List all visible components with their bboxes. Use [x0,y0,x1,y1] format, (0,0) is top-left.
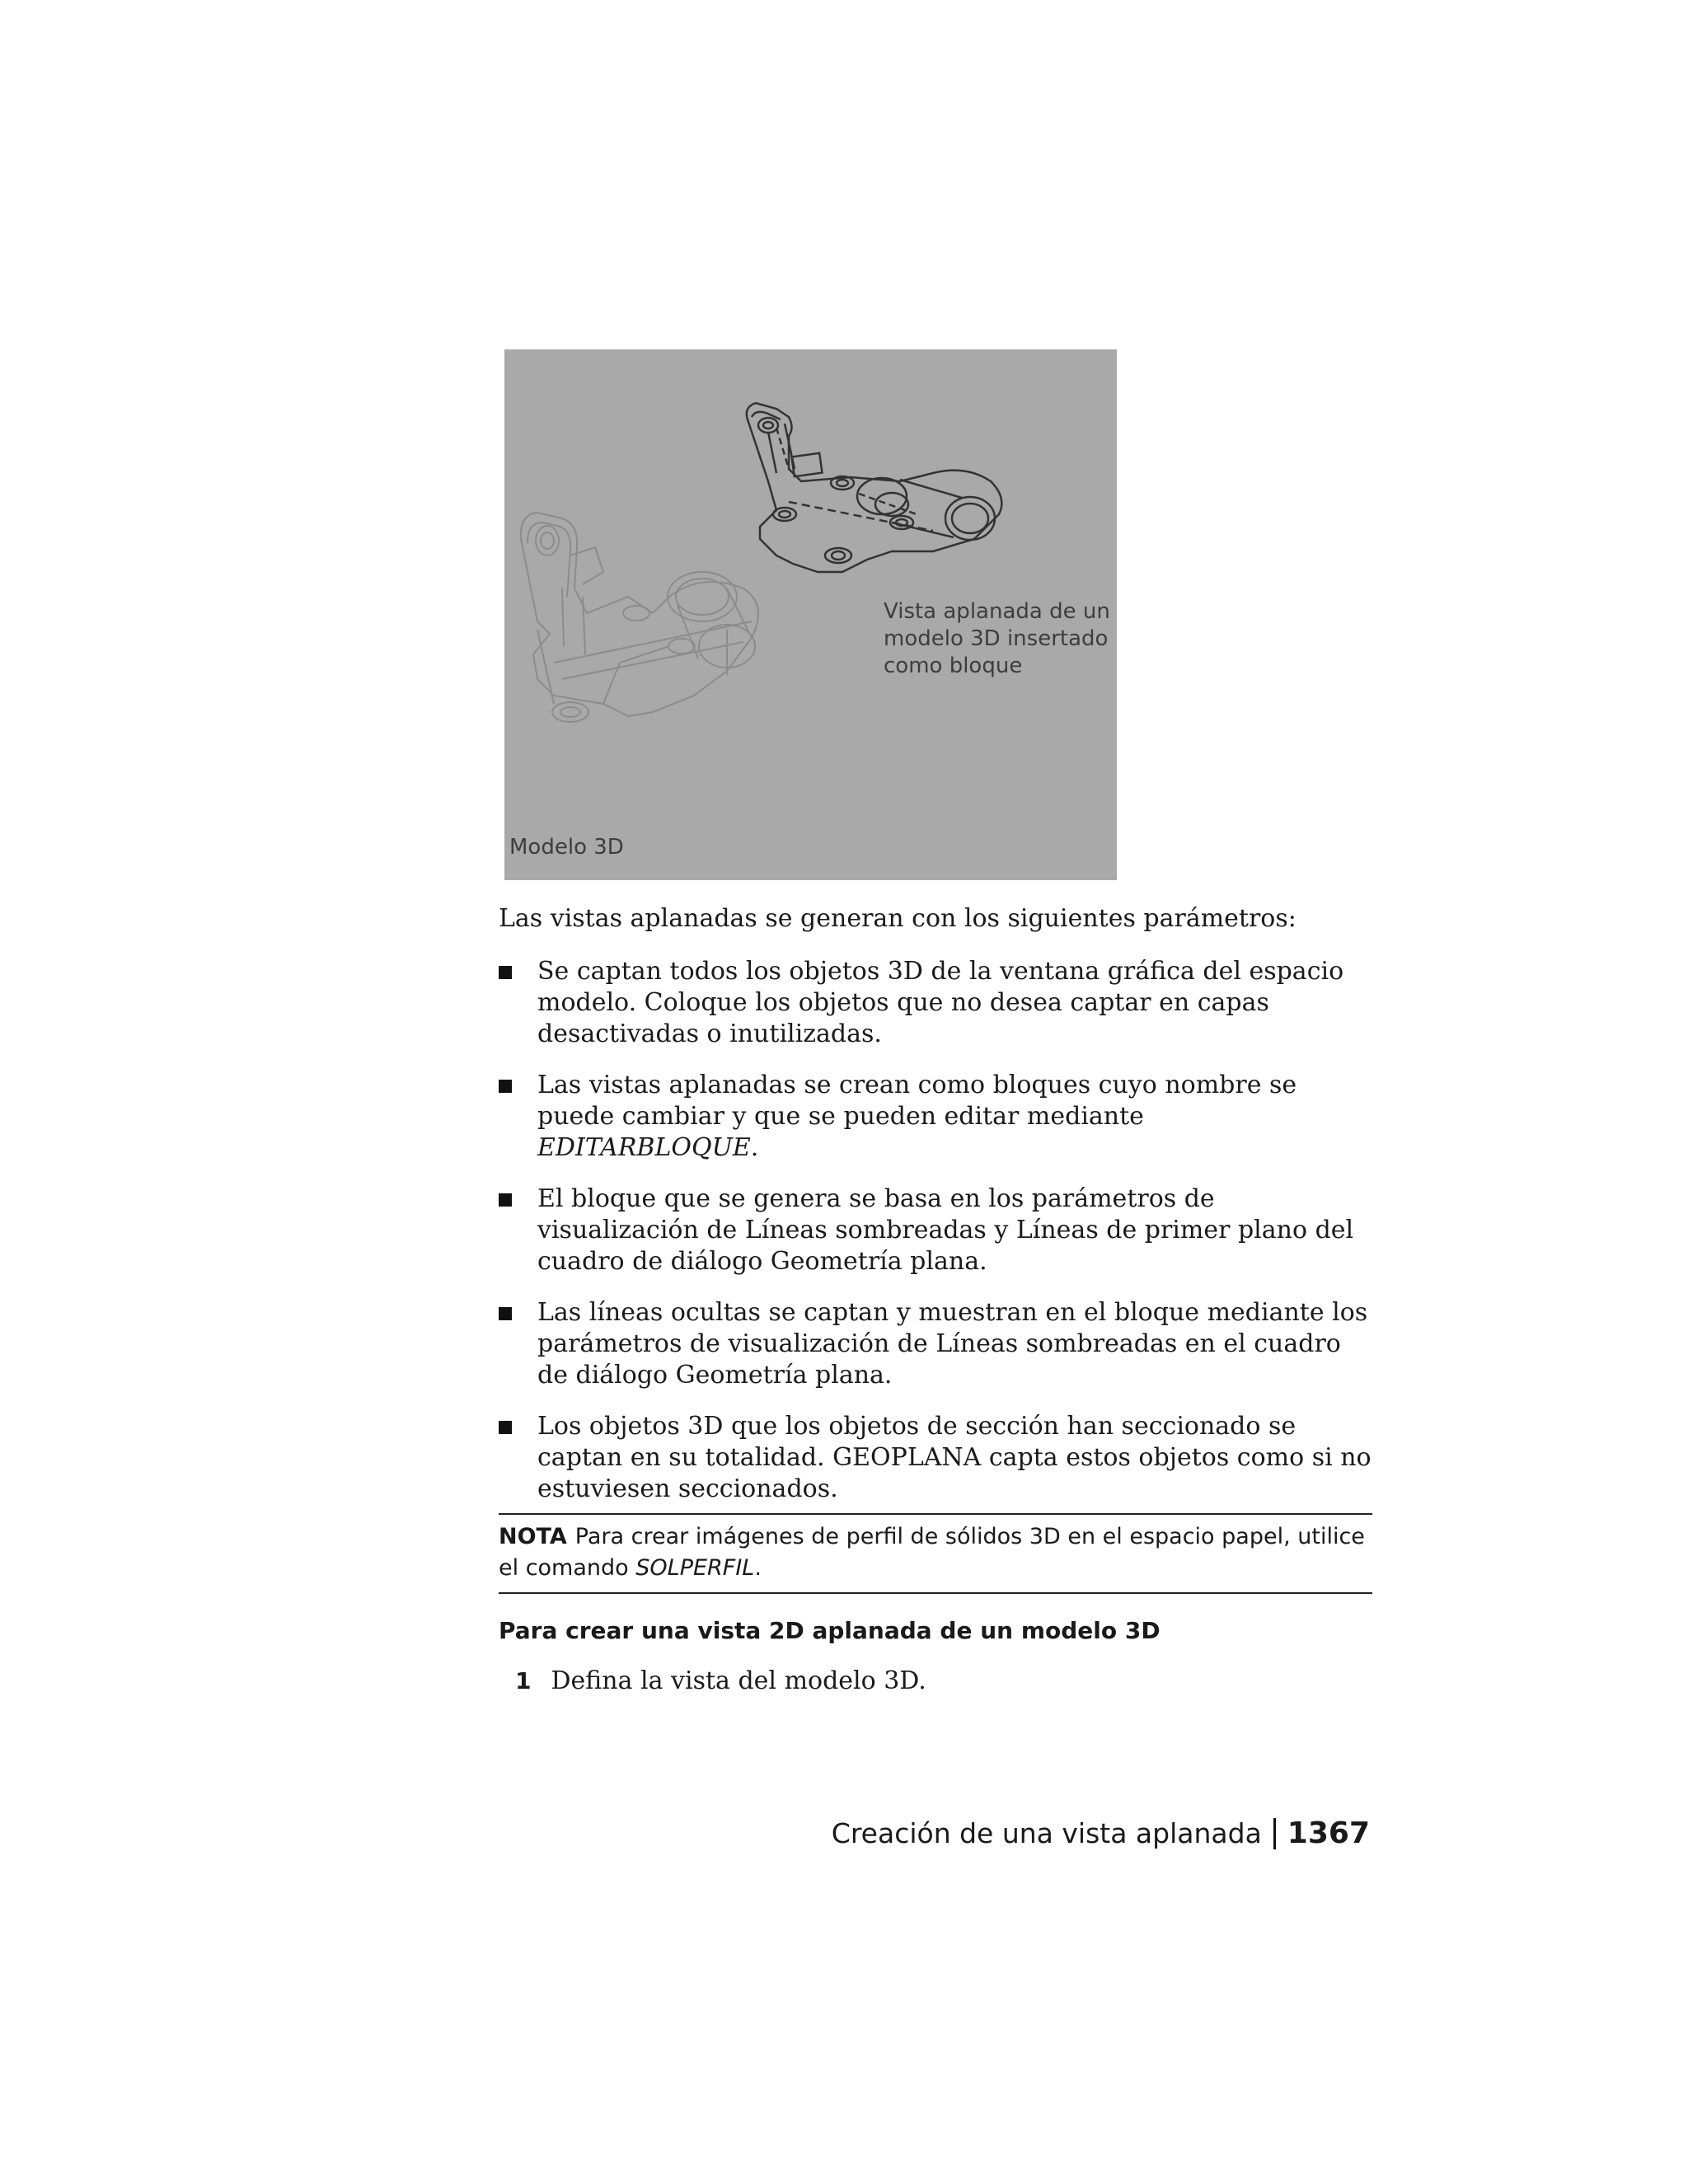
square-bullet-icon [499,1193,512,1207]
list-item-text: El bloque que se genera se basa en los parámetros de visualización de Líneas sombreadas y Líneas de primer plano del cuadro de diálogo Geometría plana. [537,1184,1354,1276]
square-bullet-icon [499,1080,512,1093]
label-flattened-view: Vista aplanada de un modelo 3D insertado como bloque [884,599,1110,678]
procedure-title: Para crear una vista 2D aplanada de un modelo 3D [499,1617,1160,1644]
list-item-text-end: . [750,1133,759,1162]
note-text-end: . [754,1555,762,1581]
label-3d-model: Modelo 3D [509,835,624,860]
square-bullet-icon [499,966,512,979]
intro-paragraph: Las vistas aplanadas se generan con los siguientes parámetros: [499,904,1296,933]
step-number: 1 [515,1667,532,1694]
list-item-text: Las líneas ocultas se captan y muestran en el bloque mediante los parámetros de visualización de Líneas sombreadas en el cuadro de diálogo Geometría plana. [537,1298,1368,1390]
footer-section-title: Creación de una vista aplanada [831,1817,1262,1849]
page-number: 1367 [1287,1816,1370,1850]
list-item-text: Se captan todos los objetos 3D de la ventana gráfica del espacio modelo. Coloque los objetos que no desea captar en capas desactivadas o inutilizadas. [537,957,1344,1048]
note-label: NOTA [499,1524,567,1549]
procedure-step [515,1666,926,1695]
page-footer [832,1816,1370,1850]
note-command: SOLPERFIL [635,1555,755,1581]
model-3d-drawing [521,513,758,722]
figure-flattened-view [504,349,1117,880]
list-item [499,1297,1372,1391]
note-box [499,1513,1372,1594]
note-text: Para crear imágenes de perfil de sólidos 3D en el espacio papel, utilice el comando [499,1524,1365,1581]
square-bullet-icon [499,1307,512,1320]
list-item [499,1183,1372,1277]
list-item [499,956,1372,1050]
square-bullet-icon [499,1421,512,1434]
footer-separator [1273,1818,1276,1849]
parameters-list [499,956,1372,1525]
list-item-text: Los objetos 3D que los objetos de sección han seccionado se captan en su totalidad. GEOPLANA capta estos objetos como si no estuviesen seccionados. [537,1412,1372,1503]
step-text: Defina la vista del modelo 3D. [551,1666,926,1695]
list-item [499,1411,1372,1505]
list-item [499,1070,1372,1164]
command-name: EDITARBLOQUE [537,1133,751,1162]
list-item-text: Las vistas aplanadas se crean como bloques cuyo nombre se puede cambiar y que se pueden editar mediante [537,1071,1297,1131]
flattened-view-drawing [747,403,1002,572]
